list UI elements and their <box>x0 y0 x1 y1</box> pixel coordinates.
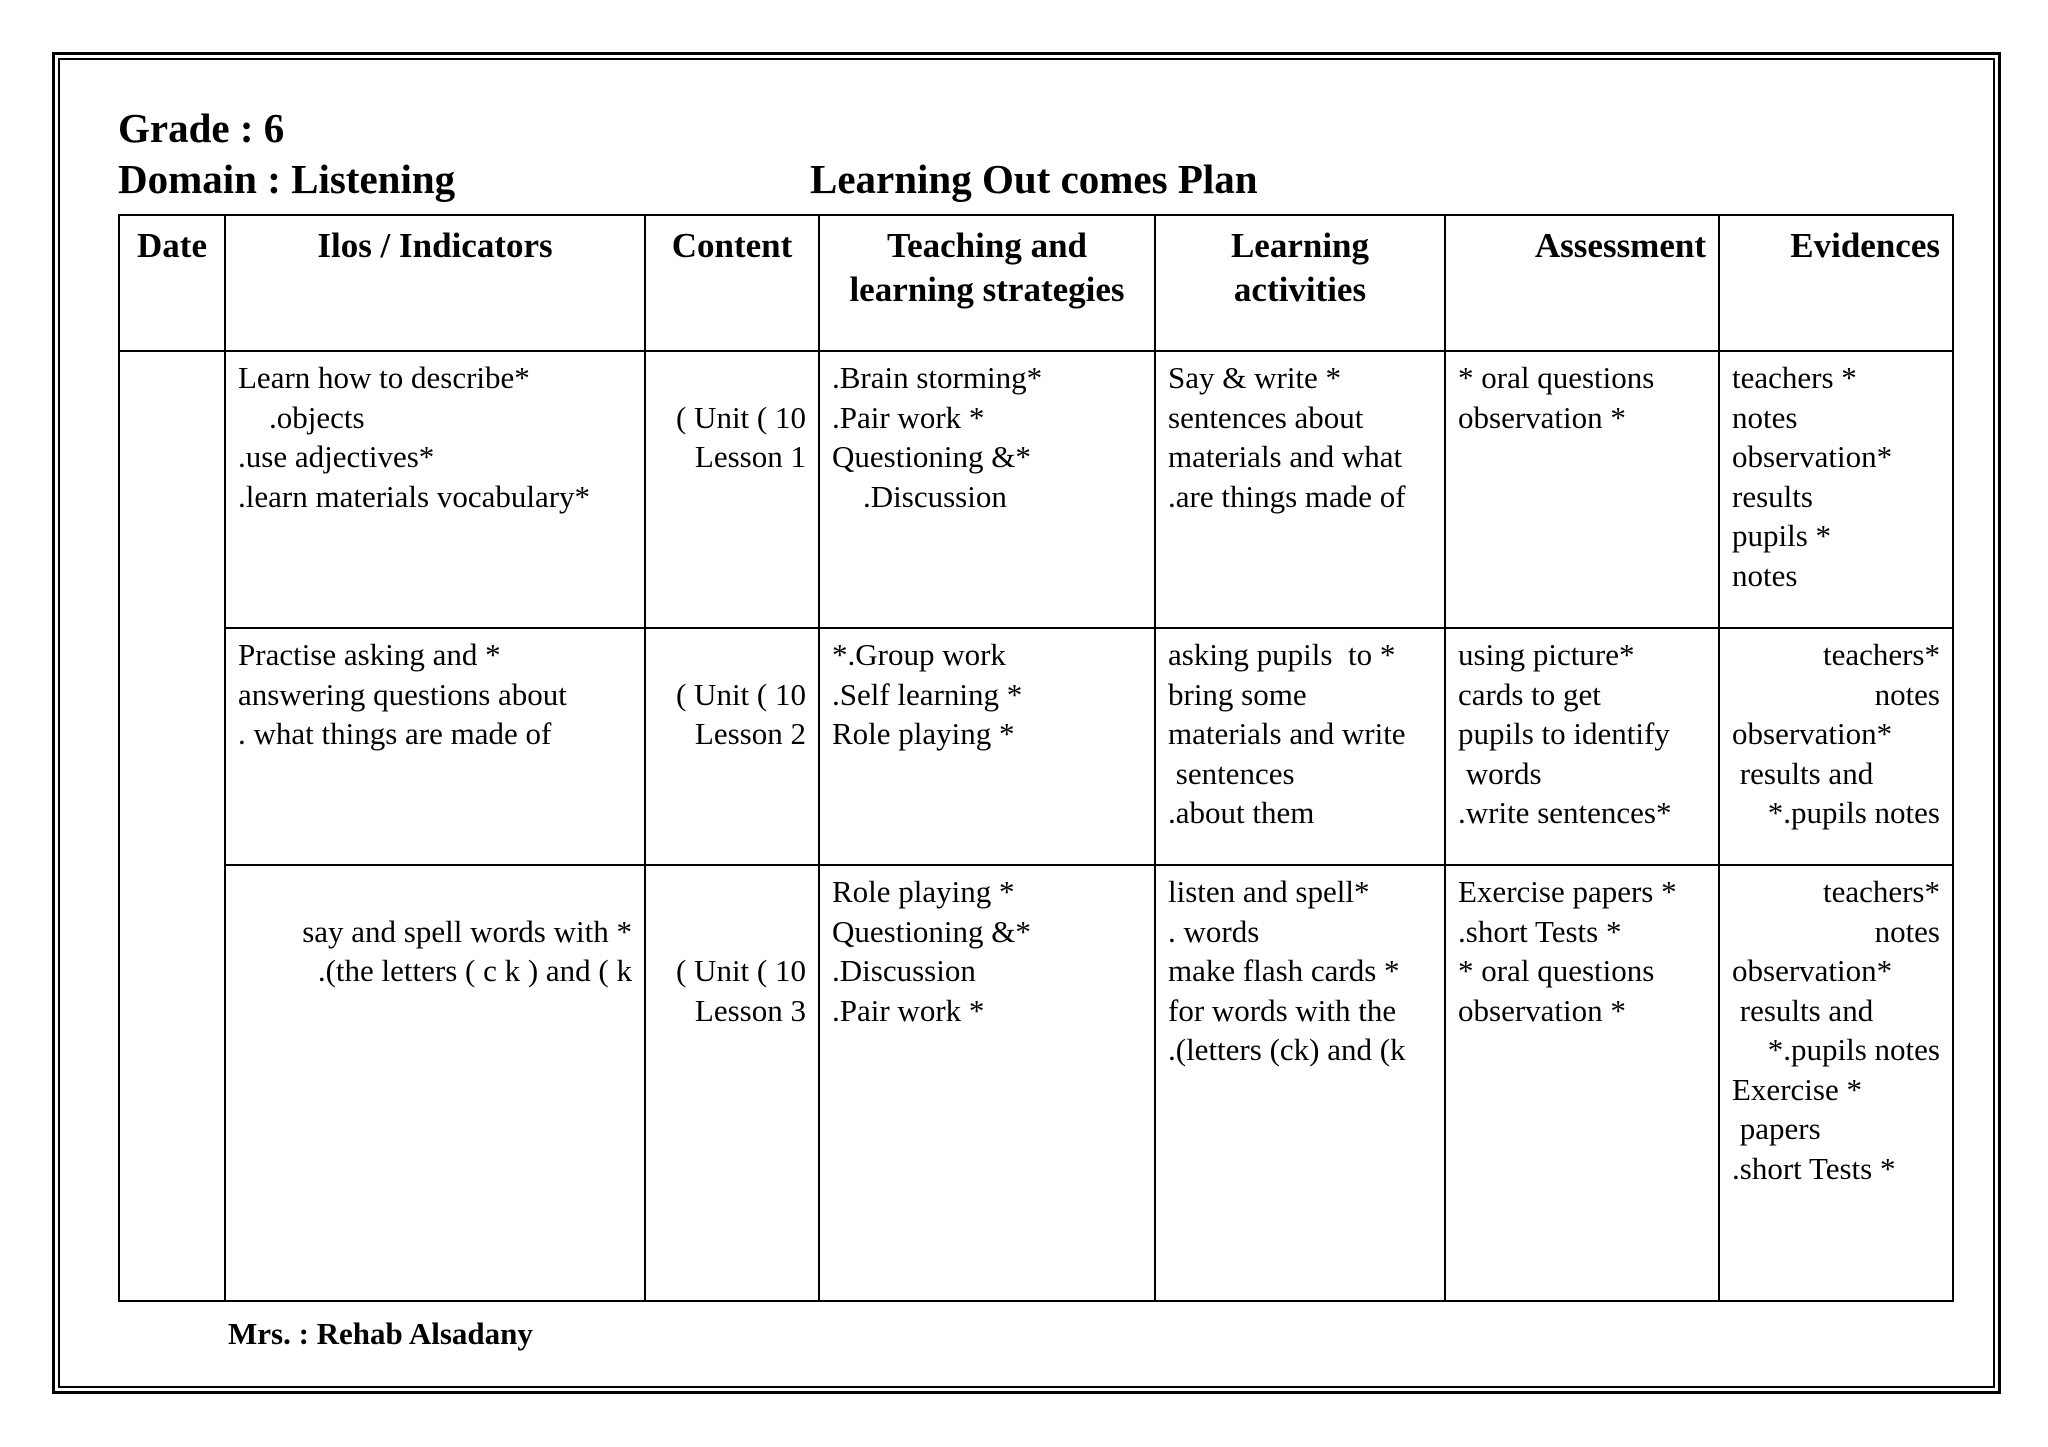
evidences-cell <box>1719 865 1953 1301</box>
content-cell <box>645 628 819 865</box>
header-teaching <box>819 215 1155 351</box>
learning-line: sentences about <box>1168 399 1364 435</box>
assessment-line: Exercise papers * <box>1458 874 1677 909</box>
header-learning <box>1155 215 1445 351</box>
teaching-line: .Brain storming* <box>832 360 1043 395</box>
assessment-line: pupils to identify <box>1458 716 1670 751</box>
assessment-line: cards to get <box>1458 676 1601 712</box>
assessment-line: using picture* <box>1458 637 1635 672</box>
learning-line: bring some <box>1168 676 1307 712</box>
table-row <box>119 865 1953 1301</box>
teaching-line: .Discussion <box>832 478 1007 514</box>
content-cell <box>645 865 819 1301</box>
header-date: Date <box>119 215 225 351</box>
ilos-line: Learn how to describe* <box>238 360 530 395</box>
evidences-line: notes <box>1874 676 1940 712</box>
evidences-line: observation* <box>1732 953 1893 988</box>
assessment-cell <box>1445 351 1719 628</box>
ilos-line: .objects <box>238 399 365 435</box>
evidences-line: papers <box>1732 1111 1821 1146</box>
ilos-line: .use adjectives* <box>238 439 435 474</box>
learning-line: .about them <box>1168 795 1315 830</box>
evidences-line: notes <box>1732 399 1798 435</box>
learning-line: .are things made of <box>1168 478 1406 514</box>
teaching-line: .Pair work * <box>832 992 985 1028</box>
teaching-cell <box>819 628 1155 865</box>
assessment-line: observation * <box>1458 399 1626 435</box>
learning-line: materials and what <box>1168 439 1403 474</box>
teaching-line: Questioning &* <box>832 439 1031 474</box>
header-learning-line: activities <box>1233 270 1367 309</box>
domain-label: Domain : Listening <box>118 156 456 202</box>
evidences-line: *.pupils notes <box>1767 1032 1940 1067</box>
evidences-cell <box>1719 628 1953 865</box>
content-cell <box>645 351 819 628</box>
ilos-cell <box>225 628 645 865</box>
table-header-row <box>119 215 1953 351</box>
teaching-cell <box>819 351 1155 628</box>
ilos-line: .learn materials vocabulary* <box>238 478 591 514</box>
evidences-line: *.pupils notes <box>1767 795 1940 830</box>
content-line: Lesson 1 <box>694 439 806 474</box>
content-line: Lesson 3 <box>694 992 806 1028</box>
evidences-line: teachers* <box>1822 874 1940 909</box>
evidences-line: .short Tests * <box>1732 1150 1896 1186</box>
assessment-line: .write sentences* <box>1458 795 1672 830</box>
ilos-line: say and spell words with * <box>302 913 632 949</box>
learning-line: Say & write * <box>1168 360 1342 395</box>
evidences-line: teachers* <box>1822 637 1940 672</box>
content-line: ( Unit ( 10 <box>675 953 806 988</box>
assessment-cell <box>1445 865 1719 1301</box>
learning-line: asking pupils to * <box>1168 637 1396 672</box>
teaching-cell <box>819 865 1155 1301</box>
evidences-line: observation* <box>1732 716 1893 751</box>
ilos-line: . what things are made of <box>238 716 552 751</box>
header-content: Content <box>645 215 819 351</box>
learning-outcomes-table <box>118 214 1954 1302</box>
learning-cell <box>1155 628 1445 865</box>
content-line: ( Unit ( 10 <box>675 676 806 712</box>
evidences-line: pupils * <box>1732 518 1832 553</box>
evidences-line: Exercise * <box>1732 1071 1862 1107</box>
learning-line: make flash cards * <box>1168 953 1400 988</box>
evidences-line: results and <box>1732 755 1874 791</box>
date-cell <box>119 351 225 1301</box>
teaching-line: .Pair work * <box>832 399 985 435</box>
assessment-cell <box>1445 628 1719 865</box>
header-evidences: Evidences <box>1719 215 1953 351</box>
page-title: Learning Out comes Plan <box>810 156 1258 202</box>
teaching-line: Role playing * <box>832 874 1015 909</box>
teaching-line: Questioning &* <box>832 913 1031 949</box>
evidences-line: results and <box>1732 992 1874 1028</box>
learning-line: sentences <box>1168 755 1295 791</box>
ilos-line: Practise asking and * <box>238 637 501 672</box>
ilos-cell <box>225 351 645 628</box>
evidences-line: observation* <box>1732 439 1893 474</box>
evidences-line: teachers * <box>1732 360 1857 395</box>
evidences-line: notes <box>1732 557 1798 593</box>
grade-label: Grade : 6 <box>118 105 285 151</box>
table-row <box>119 351 1953 628</box>
evidences-cell <box>1719 351 1953 628</box>
assessment-line: * oral questions <box>1458 953 1655 988</box>
teacher-signature: Mrs. : Rehab Alsadany <box>228 1316 533 1351</box>
assessment-line: * oral questions <box>1458 360 1655 395</box>
assessment-line: .short Tests * <box>1458 913 1622 949</box>
ilos-line: .(the letters ( c k ) and ( k <box>317 953 632 988</box>
teaching-line: Role playing * <box>832 716 1015 751</box>
content-line: ( Unit ( 10 <box>675 399 806 435</box>
learning-line: .(letters (ck) and (k <box>1168 1032 1406 1067</box>
evidences-line: results <box>1732 478 1813 514</box>
learning-line: listen and spell* <box>1168 874 1370 909</box>
learning-line: materials and write <box>1168 716 1406 751</box>
teaching-line: .Discussion <box>832 953 976 988</box>
teaching-line: *.Group work <box>832 637 1006 672</box>
assessment-line: words <box>1458 755 1542 791</box>
header-assessment: Assessment <box>1445 215 1719 351</box>
learning-line: for words with the <box>1168 992 1397 1028</box>
header-teaching-line: learning strategies <box>849 270 1125 309</box>
evidences-line: notes <box>1874 913 1940 949</box>
assessment-line: observation * <box>1458 992 1626 1028</box>
teaching-line: .Self learning * <box>832 676 1023 712</box>
content-line: Lesson 2 <box>694 716 806 751</box>
table-row <box>119 628 1953 865</box>
ilos-cell <box>225 865 645 1301</box>
header-ilos: Ilos / Indicators <box>225 215 645 351</box>
learning-cell <box>1155 865 1445 1301</box>
ilos-line: answering questions about <box>238 676 567 712</box>
header-teaching-line: Teaching and <box>886 226 1088 265</box>
learning-line: . words <box>1168 913 1260 949</box>
header-learning-line: Learning <box>1230 226 1370 265</box>
learning-cell <box>1155 351 1445 628</box>
